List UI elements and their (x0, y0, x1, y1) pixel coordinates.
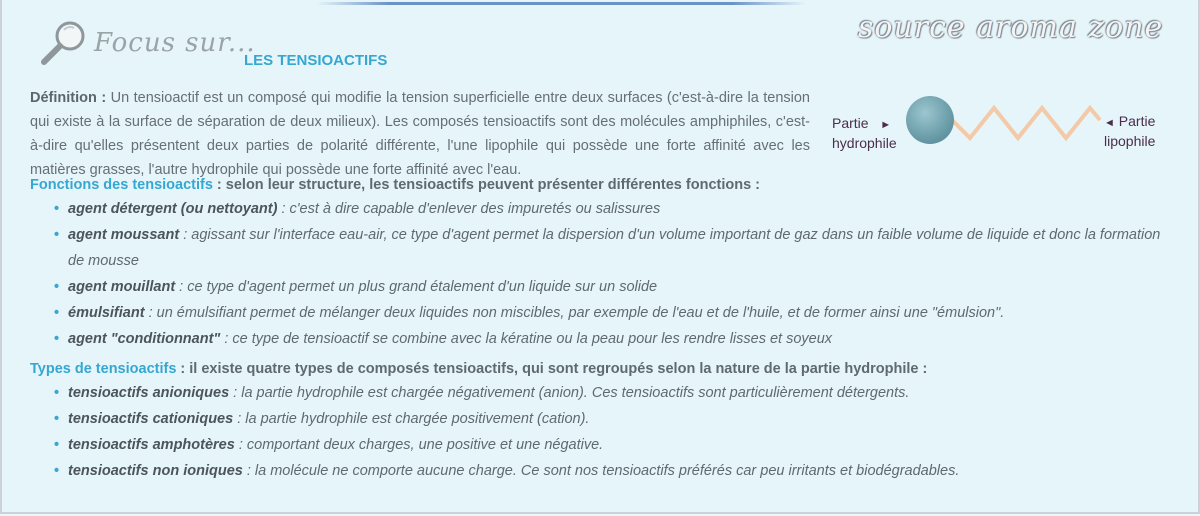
fonctions-section (30, 174, 1180, 352)
bullet-icon: • (54, 385, 60, 401)
lipophile-label: ◄ Partie lipophile (1104, 113, 1156, 149)
item-description: : la partie hydrophile est chargée positivement (cation). (233, 411, 590, 427)
item-description: : ce type d'agent permet un plus grand étalement d'un liquide sur un solide (175, 279, 658, 295)
list-item (30, 274, 1180, 300)
bullet-icon: • (54, 463, 60, 479)
item-term: agent moussant (68, 227, 180, 243)
item-description: : ce type de tensioactif se combine avec la kératine ou la peau pour les rendre lisses et soyeux (220, 331, 833, 347)
types-heading: Types de tensioactifs : il existe quatre types de composés tensioactifs, qui sont regroupés selon la nature de la partie hydrophile : (30, 361, 928, 377)
types-list (30, 380, 1180, 484)
magnifier-icon (38, 18, 90, 68)
item-description: : c'est à dire capable d'enlever des impuretés ou salissures (277, 201, 661, 217)
definition-paragraph (30, 86, 810, 182)
list-item (30, 458, 1180, 484)
list-item (30, 326, 1180, 352)
fonctions-list (30, 196, 1180, 352)
hydrophile-label: Partie ► hydrophile (832, 115, 897, 151)
list-item (30, 222, 1180, 274)
list-item (30, 196, 1180, 222)
bullet-icon: • (54, 305, 60, 321)
lipophile-tail (952, 108, 1100, 138)
item-term: agent mouillant (68, 279, 176, 295)
molecule-drawing (906, 90, 1106, 160)
bullet-icon: • (54, 437, 60, 453)
fonctions-heading: Fonctions des tensioactifs : selon leur structure, les tensioactifs peuvent présenter différentes fonctions : (30, 177, 761, 193)
item-description: : la partie hydrophile est chargée négativement (anion). Ces tensioactifs sont particulièrement détergents. (229, 385, 910, 401)
list-item (30, 432, 1180, 458)
top-decorative-line (316, 2, 806, 5)
item-term: tensioactifs amphotères (68, 437, 235, 453)
bullet-icon: • (54, 411, 60, 427)
focus-label: Focus sur... (94, 28, 256, 58)
page-title: LES TENSIOACTIFS (244, 52, 388, 69)
item-term: tensioactifs anioniques (68, 385, 230, 401)
bullet-icon: • (54, 201, 60, 217)
item-description: : agissant sur l'interface eau-air, ce type d'agent permet la dispersion d'un volume important de gaz dans un faible volume de liquide et donc la formation de mousse (68, 227, 1161, 269)
amphiphile-diagram (828, 90, 1188, 160)
definition-text: Un tensioactif est un composé qui modifie la tension superficielle entre deux surfaces (c'est-à-dire la tension qui existe à la surface de séparation de deux milieux). Les composés tensioactifs sont des molécules amphiphiles, c'est-à-dire qu'elles présentent deux parties de polarité différente, l'une lipophile qui possède une forte affinité avec les matières grasses, l'autre hydrophile qui possède une forte affinité avec l'eau. (30, 90, 810, 178)
item-description: : un émulsifiant permet de mélanger deux liquides non miscibles, par exemple de l'eau et de l'huile, et de former ainsi une "émulsion". (144, 305, 1005, 321)
definition-label: Définition : (30, 90, 107, 106)
hydrophile-head (906, 96, 954, 144)
list-item (30, 380, 1180, 406)
source-watermark: source aroma zone (858, 10, 1164, 45)
item-term: tensioactifs non ioniques (68, 463, 243, 479)
item-term: tensioactifs cationiques (68, 411, 234, 427)
types-section (30, 358, 1180, 484)
list-item (30, 406, 1180, 432)
bullet-icon: • (54, 331, 60, 347)
item-description: : la molécule ne comporte aucune charge. Ce sont nos tensioactifs préférés car peu irritants et biodégradables. (242, 463, 960, 479)
item-term: agent détergent (ou nettoyant) (68, 201, 278, 217)
bullet-icon: • (54, 227, 60, 243)
item-term: émulsifiant (68, 305, 145, 321)
list-item (30, 300, 1180, 326)
item-term: agent "conditionnant" (68, 331, 221, 347)
bullet-icon: • (54, 279, 60, 295)
item-description: : comportant deux charges, une positive et une négative. (234, 437, 604, 453)
